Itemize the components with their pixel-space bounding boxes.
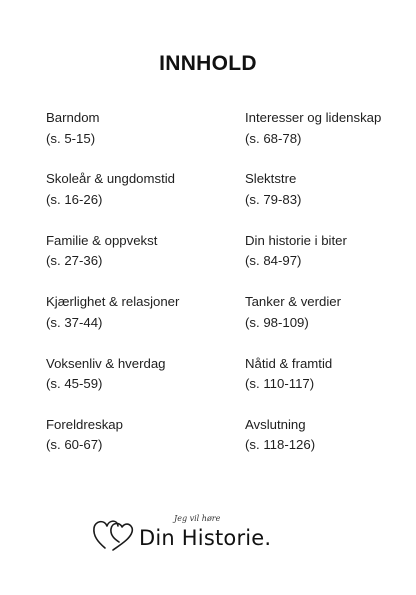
toc-chapter-title: Slektstre	[245, 171, 297, 187]
toc-chapter-title: Avslutning	[245, 416, 306, 432]
toc-chapter-title: Din historie i biter	[245, 232, 347, 248]
toc-entry	[245, 231, 415, 292]
toc-chapter-title: Kjærlighet & relasjoner	[46, 294, 180, 310]
logo-wordmark: Din Historie.	[139, 526, 272, 550]
toc-column-right	[245, 108, 415, 476]
page-title: INNHOLD	[159, 52, 257, 75]
toc-entry	[245, 169, 415, 230]
logo-tagline: Jeg vil høre	[174, 514, 221, 523]
toc-page-range: (s. 118-126)	[245, 437, 316, 453]
toc-entry	[46, 354, 236, 415]
toc-page-range: (s. 110-117)	[245, 376, 315, 392]
toc-entry	[245, 108, 415, 169]
toc-page-range: (s. 16-26)	[46, 191, 103, 207]
toc-entry	[245, 292, 415, 353]
brand-logo	[92, 512, 292, 562]
toc-page-range: (s. 84-97)	[245, 253, 302, 269]
toc-chapter-title: Barndom	[46, 110, 100, 125]
toc-page-range: (s. 68-78)	[245, 130, 302, 146]
toc-chapter-title: Interesser og lidenskap	[245, 110, 382, 125]
toc-entry	[245, 354, 415, 415]
toc-chapter-title: Foreldreskap	[46, 416, 123, 432]
toc-page-range: (s. 37-44)	[46, 314, 103, 330]
toc-page-range: (s. 45-59)	[46, 376, 103, 392]
toc-chapter-title: Voksenliv & hverdag	[46, 355, 166, 371]
two-hearts-icon	[92, 512, 136, 552]
toc-page-range: (s. 27-36)	[46, 253, 103, 269]
toc-page-range: (s. 5-15)	[46, 130, 96, 146]
toc-entry	[46, 292, 236, 353]
toc-chapter-title: Tanker & verdier	[245, 294, 342, 310]
toc-entry	[46, 169, 236, 230]
toc-chapter-title: Skoleår & ungdomstid	[46, 171, 176, 187]
toc-page-range: (s. 79-83)	[245, 191, 302, 207]
toc-entry	[46, 231, 236, 292]
toc-entry	[46, 415, 236, 476]
toc-entry	[46, 108, 236, 169]
toc-chapter-title: Familie & oppvekst	[46, 232, 158, 248]
toc-chapter-title: Nåtid & framtid	[245, 355, 333, 371]
toc-column-left	[46, 108, 236, 476]
toc-page-range: (s. 60-67)	[46, 437, 103, 453]
toc-page-range: (s. 98-109)	[245, 314, 309, 330]
toc-entry	[245, 415, 415, 476]
